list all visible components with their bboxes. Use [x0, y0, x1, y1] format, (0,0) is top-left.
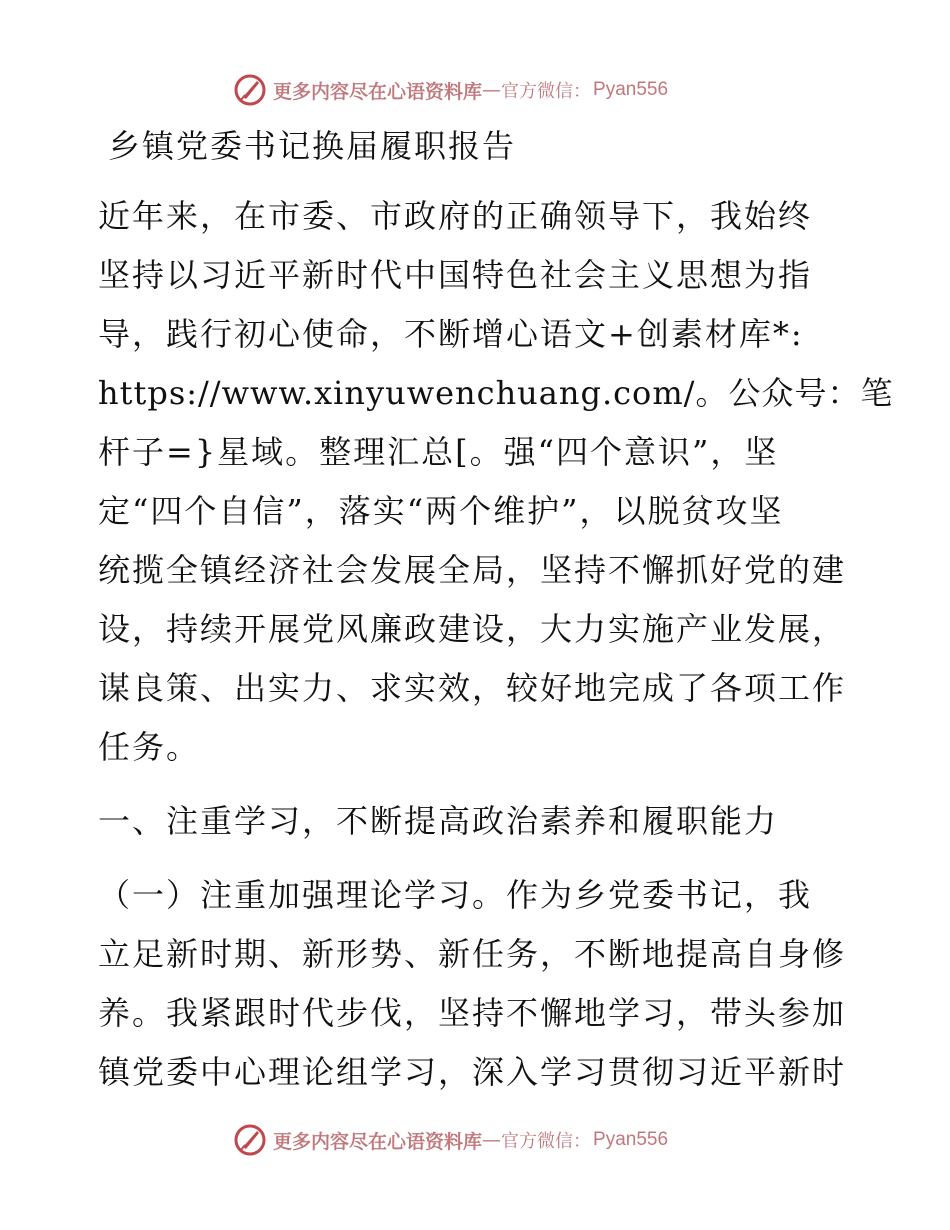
section-heading: 一、注重学习，不断提高政治素养和履职能力 [98, 802, 779, 840]
paragraph-line: 立足新时期、新形势、新任务，不断地提高自身修 [98, 935, 847, 973]
banner-wechat-id: Pyan556 [593, 79, 669, 100]
banner-official-label: 官方微信： [501, 81, 592, 102]
paragraph-line-url: https://www.xinyuwenchuang.com/。公众号：笔 [98, 374, 894, 412]
paragraph-line: 谋良策、出实力、求实效，较好地完成了各项工作 [98, 669, 847, 707]
paragraph-line: （一）注重加强理论学习。作为乡党委书记，我 [98, 876, 813, 914]
banner-main-text: 更多内容尽在心语资料库 [273, 1130, 483, 1153]
paragraph-line: 近年来，在市委、市政府的正确领导下，我始终 [98, 197, 813, 235]
paragraph-line: 导，践行初心使命，不断增心语文+创素材库*: [98, 315, 804, 353]
quill-logo-icon [233, 73, 267, 107]
paragraph-line: 镇党委中心理论组学习，深入学习贯彻习近平新时 [98, 1053, 847, 1091]
paragraph-line: 定“四个自信”，落实“两个维护”，以脱贫攻坚 [98, 492, 784, 530]
banner-separator: — [482, 79, 502, 101]
document-title: 乡镇党委书记换届履职报告 [108, 127, 517, 165]
paragraph-line: 统揽全镇经济社会发展全局，坚持不懈抓好党的建 [98, 551, 847, 589]
footer-watermark-banner [233, 1120, 713, 1160]
banner-separator: — [482, 1129, 502, 1151]
banner-official-label: 官方微信： [501, 1131, 592, 1152]
paragraph-line: 杆子=}星域。整理汇总[。强“四个意识”，坚 [98, 433, 779, 471]
banner-wechat-id: Pyan556 [593, 1129, 669, 1150]
header-watermark-banner [233, 70, 713, 110]
banner-main-text: 更多内容尽在心语资料库 [273, 80, 483, 103]
paragraph-line: 任务。 [98, 728, 201, 766]
paragraph-line: 设，持续开展党风廉政建设，大力实施产业发展， [98, 610, 847, 648]
quill-logo-icon [233, 1123, 267, 1157]
paragraph-line: 坚持以习近平新时代中国特色社会主义思想为指 [98, 256, 813, 294]
paragraph-line: 养。我紧跟时代步伐，坚持不懈地学习，带头参加 [98, 994, 847, 1032]
